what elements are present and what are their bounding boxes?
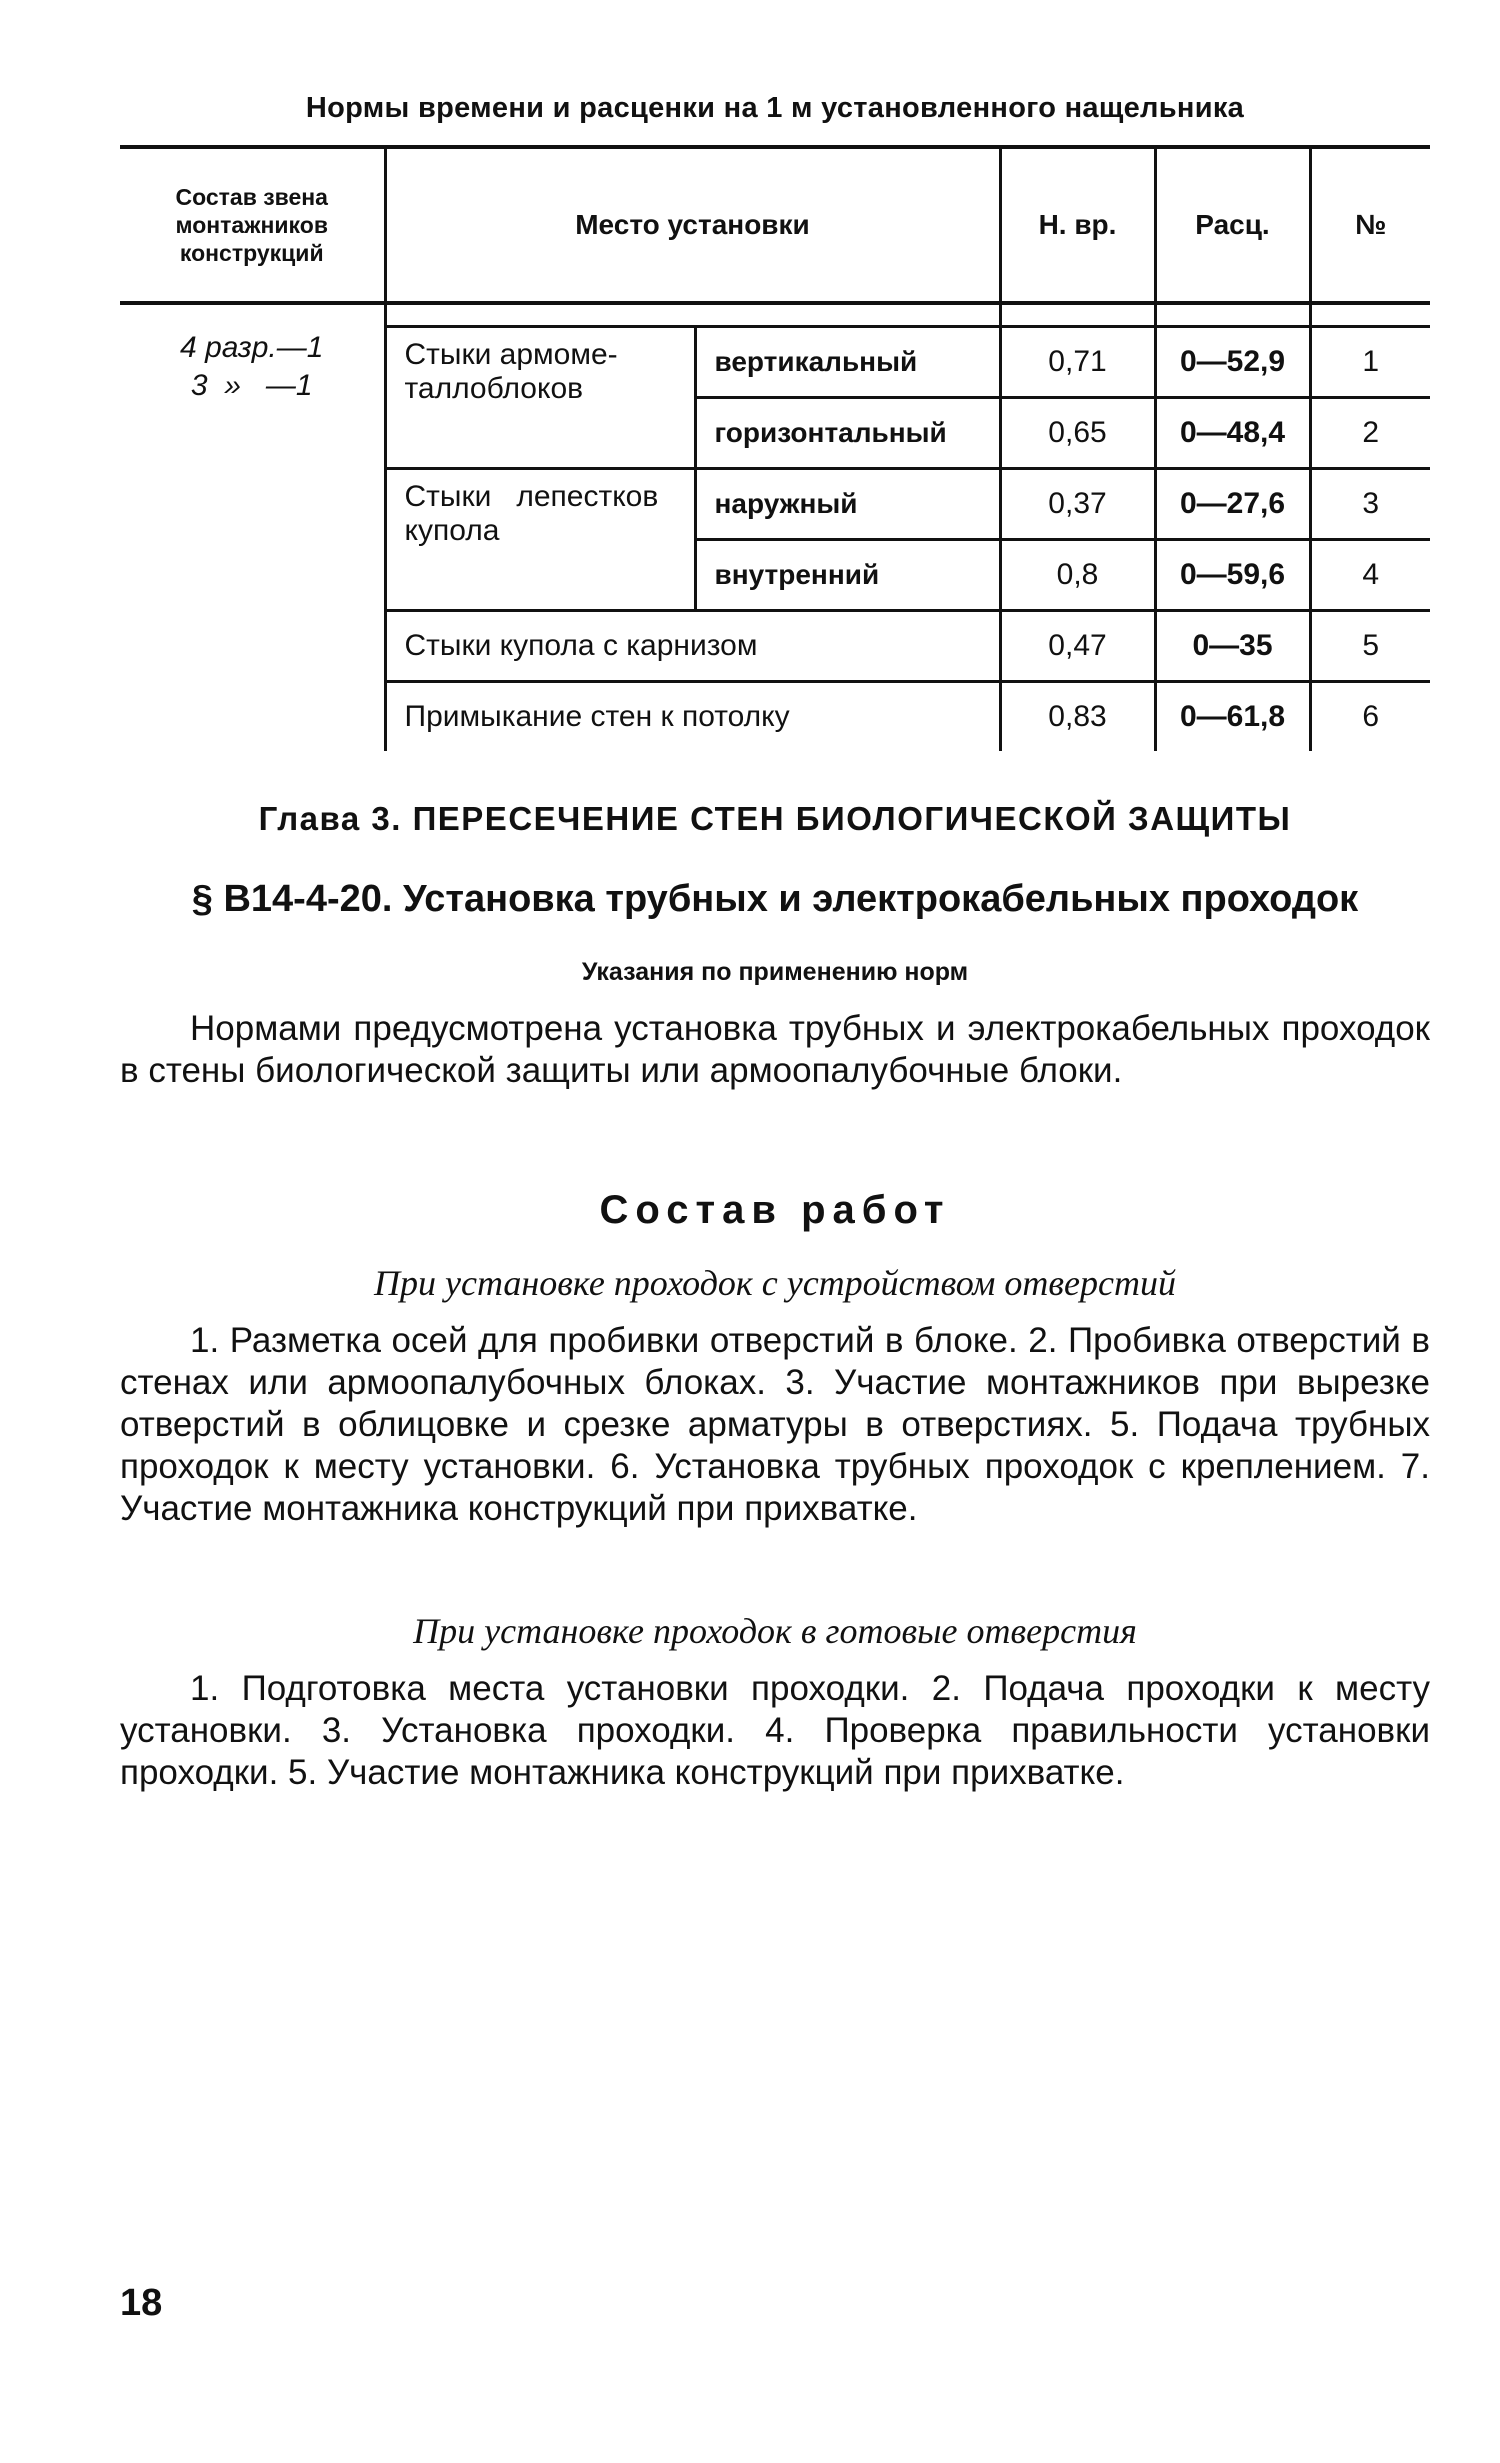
header-place: Место установки: [385, 147, 1000, 303]
italic-subheading: При установке проходок в готовые отверстия: [413, 1611, 1137, 1651]
header-number: №: [1310, 147, 1430, 303]
number-cell: 3: [1310, 469, 1430, 540]
paragraph: [120, 1668, 1430, 1794]
header-time-norm: Н. вр.: [1000, 147, 1155, 303]
crew-line: 4 разр.—1: [180, 330, 324, 364]
group-label: Стыки купола с карнизом: [385, 611, 1000, 682]
header-rate: Расц.: [1155, 147, 1310, 303]
group-label: Примыкание стен к потолку: [385, 682, 1000, 752]
header-crew: [120, 147, 385, 303]
italic-subheading: При установке проходок с устройством отверстий: [374, 1263, 1176, 1303]
rate-cell: 0—61,8: [1155, 682, 1310, 752]
paragraph-text: 1. Разметка осей для пробивки отверстий в блоке. 2. Пробивка отверстий в стенах или армоопалубочных блоках. 3. Участие монтажников при вырезке отверстий в облицовке и срезке арматуры в отверстиях. 5. Подача трубных проходок к месту установки. 6. Установка трубных проходок с креплением. 7. Участие монтажника конструкций при прихватке.: [120, 1321, 1430, 1528]
time-norm-cell: 0,83: [1000, 682, 1155, 752]
table-row: [120, 327, 1430, 398]
paragraph-text: 1. Подготовка места установки проходки. 2. Подача проходки к месту установки. 3. Установка проходки. 4. Проверка правильности установки проходки. 5. Участие монтажника конструкций при прихватке.: [120, 1669, 1430, 1792]
norms-table: [120, 145, 1430, 751]
rate-cell: 0—59,6: [1155, 540, 1310, 611]
time-norm-cell: 0,8: [1000, 540, 1155, 611]
number-cell: 1: [1310, 327, 1430, 398]
number-cell: 2: [1310, 398, 1430, 469]
sub-label: горизонтальный: [695, 398, 1000, 469]
sub-label: наружный: [695, 469, 1000, 540]
group-label-line: Стыки армоме-: [404, 338, 618, 371]
rate-cell: 0—35: [1155, 611, 1310, 682]
group-label-line: таллоблоков: [404, 372, 584, 405]
works-title: Состав работ: [599, 1188, 951, 1232]
header-crew-line: монтажников: [175, 212, 328, 238]
group-label: [385, 327, 695, 469]
rate-cell: 0—52,9: [1155, 327, 1310, 398]
number-cell: 5: [1310, 611, 1430, 682]
paragraph-text: Нормами предусмотрена установка трубных и электрокабельных проходок в стены биологической защиты или армоопалубочные блоки.: [120, 1009, 1430, 1090]
table-spacer: [120, 303, 1430, 327]
crew-composition: [120, 327, 385, 752]
sub-label: вертикальный: [695, 327, 1000, 398]
group-label-line: Стыки лепестков: [404, 480, 659, 513]
crew-line: 3 » —1: [190, 368, 313, 402]
group-label: [385, 469, 695, 611]
number-cell: 6: [1310, 682, 1430, 752]
paragraph: [120, 1008, 1430, 1092]
time-norm-cell: 0,47: [1000, 611, 1155, 682]
paragraph: [120, 1320, 1430, 1530]
group-label-line: купола: [404, 514, 500, 547]
time-norm-cell: 0,71: [1000, 327, 1155, 398]
rate-cell: 0—48,4: [1155, 398, 1310, 469]
page-number: 18: [120, 2282, 163, 2324]
rate-cell: 0—27,6: [1155, 469, 1310, 540]
subheading: Указания по применению норм: [581, 958, 969, 986]
number-cell: 4: [1310, 540, 1430, 611]
chapter-heading: Глава 3. ПЕРЕСЕЧЕНИЕ СТЕН БИОЛОГИЧЕСКОЙ ЗАЩИТЫ: [258, 800, 1292, 837]
header-crew-line: Состав звена: [175, 184, 328, 210]
time-norm-cell: 0,37: [1000, 469, 1155, 540]
section-heading: § В14-4-20. Установка трубных и электрокабельных проходок: [191, 878, 1359, 920]
time-norm-cell: 0,65: [1000, 398, 1155, 469]
table-header-row: [120, 147, 1430, 303]
table-caption: Нормы времени и расценки на 1 м установленного нащельника: [305, 92, 1245, 124]
sub-label: внутренний: [695, 540, 1000, 611]
header-crew-line: конструкций: [179, 240, 324, 266]
